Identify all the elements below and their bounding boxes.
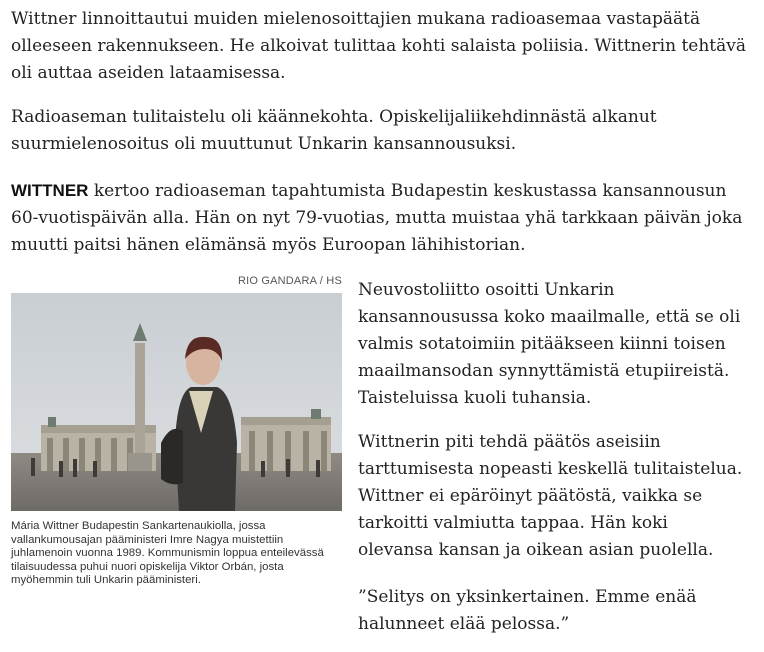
article-paragraph: Wittnerin piti tehdä päätös aseisiin tarttumisesta nopeasti keskellä tulitaistelua. Wittner ei epäröinyt päätöstä, vaikka se tarkoitti valmiutta tappaa. Hän koki olevansa kansan ja oikean asian puolella.: [358, 432, 743, 560]
lead-paragraph: [11, 177, 756, 259]
photo-caption: Mária Wittner Budapestin Sankartenaukiolla, jossa vallankumousajan pääministeri Imre Nagya muistettiin juhlamenoin vuonna 1989. Kommunismin loppua enteilevässä tilaisuudessa puhui nuori opiskelija Viktor Orbán, josta myöhemmin tuli Unkarin pääministeri.: [11, 520, 324, 586]
article-paragraph: Wittner linnoittautui muiden mielenosoittajien mukana radioasemaa vastapäätä olleeseen rakennukseen. He alkoivat tulittaa kohti salaista poliisia. Wittnerin tehtävä oli auttaa aseiden lataamisessa.: [11, 9, 747, 83]
lead-text: kertoo radioaseman tapahtumista Budapestin keskustassa kansannousun 60-vuotispäivän alla. Hän on nyt 79-vuotias, mutta muistaa yhä tarkkaan päivän joka muutti paitsi hänen elämänsä myös Euroopan lähihistorian.: [11, 181, 743, 255]
photo-credit: RIO GANDARA / HS: [237, 275, 342, 287]
lead-name: WITTNER: [11, 181, 89, 200]
article-photo[interactable]: [11, 293, 342, 511]
quote-paragraph: ”Selitys on yksinkertainen. Emme enää halunneet elää pelossa.”: [358, 587, 697, 634]
article-paragraph: Neuvostoliitto osoitti Unkarin kansannousussa koko maailmalle, että se oli valmis sotatoimiin pitääkseen kiinni toisen maailmansodan synnyttämistä etupiireistä. Taisteluissa kuoli tuhansia.: [358, 280, 741, 408]
article-paragraph: Radioaseman tulitaistelu oli käännekohta. Opiskelijaliikehdinnästä alkanut suurmielenosoitus oli muuttunut Unkarin kansannousuksi.: [11, 107, 657, 154]
